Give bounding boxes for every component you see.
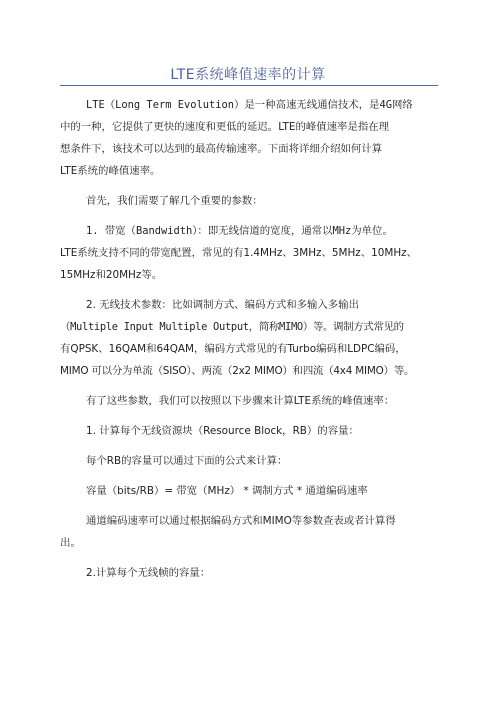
- paragraph-line: （Multiple Input Multiple Output，简称MIMO）等。调制方式常见的: [60, 321, 404, 333]
- paragraph-line: 通道编码速率可以通过根据编码方式和MIMO等参数查表或者计算得: [86, 515, 396, 527]
- paragraph-line: 有QPSK、16QAM和64QAM，编码方式常见的有Turbo编码和LDPC编码，: [60, 343, 406, 355]
- formula-line: 容量（bits/RB）= 带宽（MHz） * 调制方式 * 通道编码速率: [86, 485, 368, 497]
- paragraph-line: 15MHz和20MHz等。: [60, 269, 163, 281]
- title-underline: [60, 85, 438, 86]
- paragraph-line: MIMO 可以分为单流（SISO）、两流（2x2 MIMO）和四流（4x4 MIMO）等。: [60, 365, 415, 377]
- paragraph-line: 首先，我们需要了解几个重要的参数：: [86, 195, 263, 207]
- paragraph-line: 1. 带宽（Bandwidth）：即无线信道的宽度，通常以MHz为单位。: [86, 225, 393, 237]
- paragraph-line: LTE系统支持不同的带宽配置，常见的有1.4MHz、3MHz、5MHz、10MHz、: [60, 247, 417, 259]
- paragraph-line: 1. 计算每个无线资源块（Resource Block，RB）的容量：: [86, 425, 359, 437]
- paragraph-line: 有了这些参数，我们可以按照以下步骤来计算LTE系统的峰值速率：: [86, 395, 395, 407]
- paragraph-line: LTE系统的峰值速率。: [60, 165, 161, 177]
- paragraph-line: 中的一种，它提供了更快的速度和更低的延迟。LTE的峰值速率是指在理: [60, 121, 389, 133]
- document-title: LTE系统峰值速率的计算: [170, 67, 326, 83]
- paragraph-line: 出。: [60, 537, 81, 549]
- paragraph-line: 2. 无线技术参数：比如调制方式、编码方式和多输入多输出: [86, 299, 359, 311]
- paragraph-line: LTE（Long Term Evolution）是一种高速无线通信技术，是4G网络: [86, 99, 413, 111]
- paragraph-line: 2.计算每个无线帧的容量：: [86, 567, 211, 579]
- paragraph-line: 想条件下，该技术可以达到的最高传输速率。下面将详细介绍如何计算: [60, 143, 383, 155]
- paragraph-line: 每个RB的容量可以通过下面的公式来计算：: [86, 455, 288, 467]
